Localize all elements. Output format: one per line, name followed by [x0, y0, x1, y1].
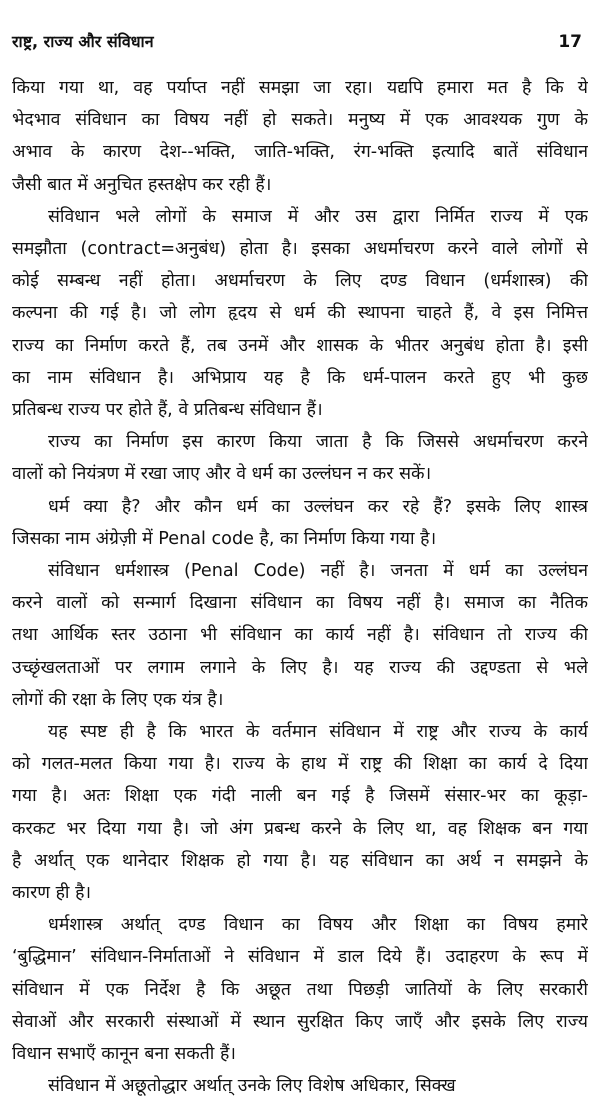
text-line: किया गया था, वह पर्याप्त नहीं समझा जा रहा। यद्यपि हमारा मत है कि ये [12, 78, 588, 98]
chapter-title: राष्ट्र, राज्य और संविधान [12, 32, 154, 51]
text-line: करकट भर दिया गया है। जो अंग प्रबन्ध करने के लिए था, वह शिक्षक बन गया [12, 818, 588, 839]
text-line: सेवाओं और सरकारी संस्थाओं में स्थान सुरक्षित किए जाएँ और इसके लिए राज्य [12, 1011, 588, 1032]
paragraph [12, 201, 588, 426]
text-line: समझौता (contract=अनुबंध) होता है। इसका अधर्माचरण करने वाले लोगों से [12, 239, 588, 260]
text-line: को गलत-मलत किया गया है। राज्य के हाथ में राष्ट्र की शिक्षा का कार्य दे दिया [12, 754, 588, 775]
text-line: जैसी बात में अनुचित हस्तक्षेप कर रही हैं। [12, 174, 272, 195]
text-line: संविधान धर्मशास्त्र (Penal Code) नहीं है। जनता में धर्म का उल्लंघन [48, 561, 588, 582]
paragraph [12, 426, 588, 490]
page-number: 17 [558, 32, 582, 52]
text-line: ‘बुद्धिमान’ संविधान-निर्माताओं ने संविधान में डाल दिये हैं। उदाहरण के रूप में [12, 947, 588, 968]
text-line: अभाव के कारण देश--भक्ति, जाति-भक्ति, रंग-भक्ति इत्यादि बातें संविधान [12, 142, 588, 163]
text-line: संविधान में एक निर्देश है कि अछूत तथा पिछड़ी जातियों के लिए सरकारी [12, 979, 588, 1000]
text-line: कारण ही है। [12, 883, 92, 904]
text-line: कोई सम्बन्ध नहीं होता। अधर्माचरण के लिए दण्ड विधान (धर्मशास्त्र) की [12, 271, 588, 292]
text-line: करने वालों को सन्मार्ग दिखाना संविधान का विषय नहीं है। समाज का नैतिक [12, 593, 588, 614]
text-line: है अर्थात् एक थानेदार शिक्षक हो गया है। यह संविधान का अर्थ न समझने के [12, 850, 588, 871]
paragraph [12, 1070, 588, 1102]
text-line: राज्य का निर्माण करते हैं, तब उनमें और शासक के भीतर अनुबंध होता है। इसी [12, 335, 588, 356]
text-line: संविधान में अछूतोद्धार अर्थात् उनके लिए विशेष अधिकार, सिक्ख [48, 1076, 456, 1097]
paragraph [12, 555, 588, 716]
text-line: गया है। अतः शिक्षा एक गंदी नाली बन गई है जिसमें संसार-भर का कूड़ा- [12, 786, 588, 807]
text-line: वालों को नियंत्रण में रखा जाए और वे धर्म का उल्लंघन न कर सकें। [12, 464, 432, 485]
paragraph [12, 491, 588, 555]
text-line: धर्मशास्त्र अर्थात् दण्ड विधान का विषय और शिक्षा का विषय हमारे [48, 915, 588, 936]
body-text [12, 72, 588, 1103]
text-line: लोगों की रक्षा के लिए एक यंत्र है। [12, 689, 224, 710]
running-header [12, 30, 588, 72]
text-line: जिसका नाम अंग्रेज़ी में Penal code है, का निर्माण किया गया है। [12, 528, 437, 549]
text-line: राज्य का निर्माण इस कारण किया जाता है कि जिससे अधर्माचरण करने [48, 432, 588, 453]
paragraph [12, 909, 588, 1070]
text-line: तथा आर्थिक स्तर उठाना भी संविधान का कार्य नहीं है। संविधान तो राज्य की [12, 625, 588, 646]
text-line: यह स्पष्ट ही है कि भारत के वर्तमान संविधान में राष्ट्र और राज्य के कार्य [48, 722, 588, 743]
paragraph [12, 72, 588, 201]
text-line: उच्छृंखलताओं पर लगाम लगाने के लिए है। यह राज्य की उद्दण्डता से भले [12, 657, 588, 678]
text-line: का नाम संविधान है। अभिप्राय यह है कि धर्म-पालन करते हुए भी कुछ [12, 367, 588, 388]
text-line: प्रतिबन्ध राज्य पर होते हैं, वे प्रतिबन्ध संविधान हैं। [12, 400, 323, 421]
text-line: विधान सभाएँ कानून बना सकती हैं। [12, 1044, 236, 1065]
text-line: भेदभाव संविधान का विषय नहीं हो सकते। मनुष्य में एक आवश्यक गुण के [12, 110, 588, 131]
paragraph [12, 716, 588, 909]
text-line: संविधान भले लोगों के समाज में और उस द्वारा निर्मित राज्य में एक [48, 206, 588, 227]
text-line: धर्म क्या है? और कौन धर्म का उल्लंघन कर रहे हैं? इसके लिए शास्त्र [48, 496, 588, 517]
text-line: कल्पना की गई है। जो लोग हृदय से धर्म की स्थापना चाहते हैं, वे इस निमित्त [12, 303, 588, 324]
